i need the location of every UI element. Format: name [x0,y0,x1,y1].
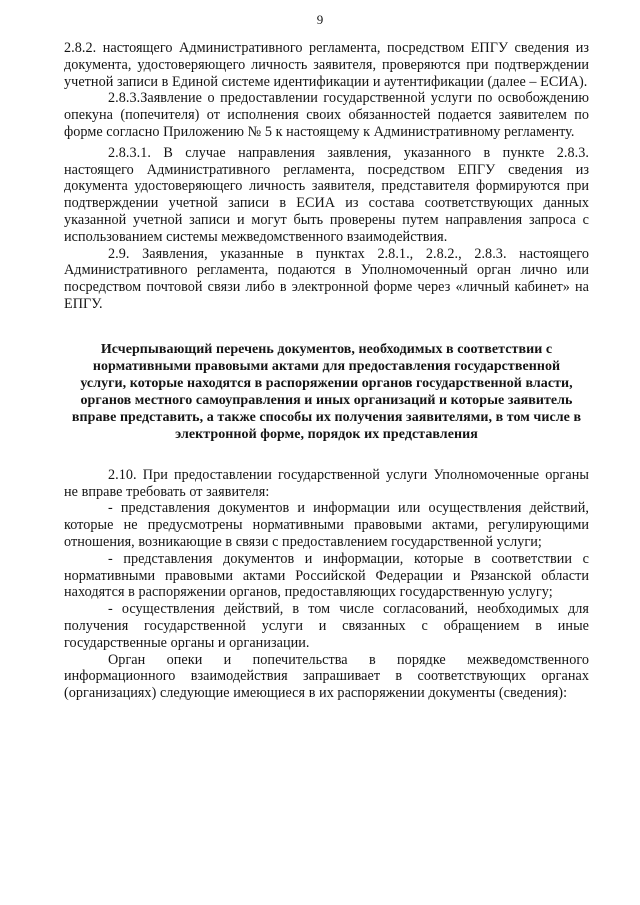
paragraph-2-10: 2.10. При предоставлении государственной услуги Уполномоченные органы не вправе требовать от заявителя: [64,466,589,500]
list-item-documents-in-possession: - представления документов и информации, которые в соответствии с нормативными правовыми актами Российской Федерации и Рязанской области находятся в распоряжении органов, предоставляющих государственную услугу; [64,550,589,601]
list-item-unregulated-actions: - представления документов и информации или осуществления действий, которые не предусмотрены нормативными правовыми актами, регулирующими отношения, возникающие в связи с предоставлением государственной услуги; [64,500,589,550]
paragraph-2-8-2-continuation: 2.8.2. настоящего Административного регламента, посредством ЕПГУ сведения из документа, удостоверяющего личность заявителя, проверяются при подтверждении учетной записи в Единой системе идентификации и аутентификации (далее – ЕСИА). [64,40,589,90]
section-heading: Исчерпывающий перечень документов, необходимых в соответствии с нормативными правовыми актами для предоставления государственной услуги, которые находятся в распоряжении органов государственной власти, органов местного самоуправления и иных организаций и которые заявитель вправе представить, а также способы их получения заявителями, в том числе в электронной форме, порядок их представления [71,341,582,442]
page-number: 9 [316,12,324,27]
document-body [64,40,589,702]
paragraph-2-8-3-1: 2.8.3.1. В случае направления заявления, указанного в пункте 2.8.3. настоящего Административного регламента, посредством ЕПГУ сведения из документа удостоверяющего личность заявителя, представителя формируются при подтверждении учетной записи в ЕСИА из состава соответствующих данных указанной учетной записи и могут быть проверены путем направления запроса с использованием системы межведомственного взаимодействия. [64,144,589,245]
paragraph-2-8-3: 2.8.3.Заявление о предоставлении государственной услуги по освобождению опекуна (попечителя) от исполнения своих обязанностей подается заявителем по форме согласно Приложению № 5 к настоящему к Административному регламенту. [64,90,589,140]
paragraph-interagency-request: Орган опеки и попечительства в порядке межведомственного информационного взаимодействия запрашивает в соответствующих органах (организациях) следующие имеющиеся в их распоряжении документы (сведения): [64,651,589,702]
list-item-approvals: - осуществления действий, в том числе согласований, необходимых для получения государственной услуги и связанных с обращением в иные государственные органы и организации. [64,601,589,651]
paragraph-2-9: 2.9. Заявления, указанные в пунктах 2.8.1., 2.8.2., 2.8.3. настоящего Административного регламента, подаются в Уполномоченный орган лично или посредством почтовой связи либо в электронной форме через «личный кабинет» на ЕПГУ. [64,245,589,312]
